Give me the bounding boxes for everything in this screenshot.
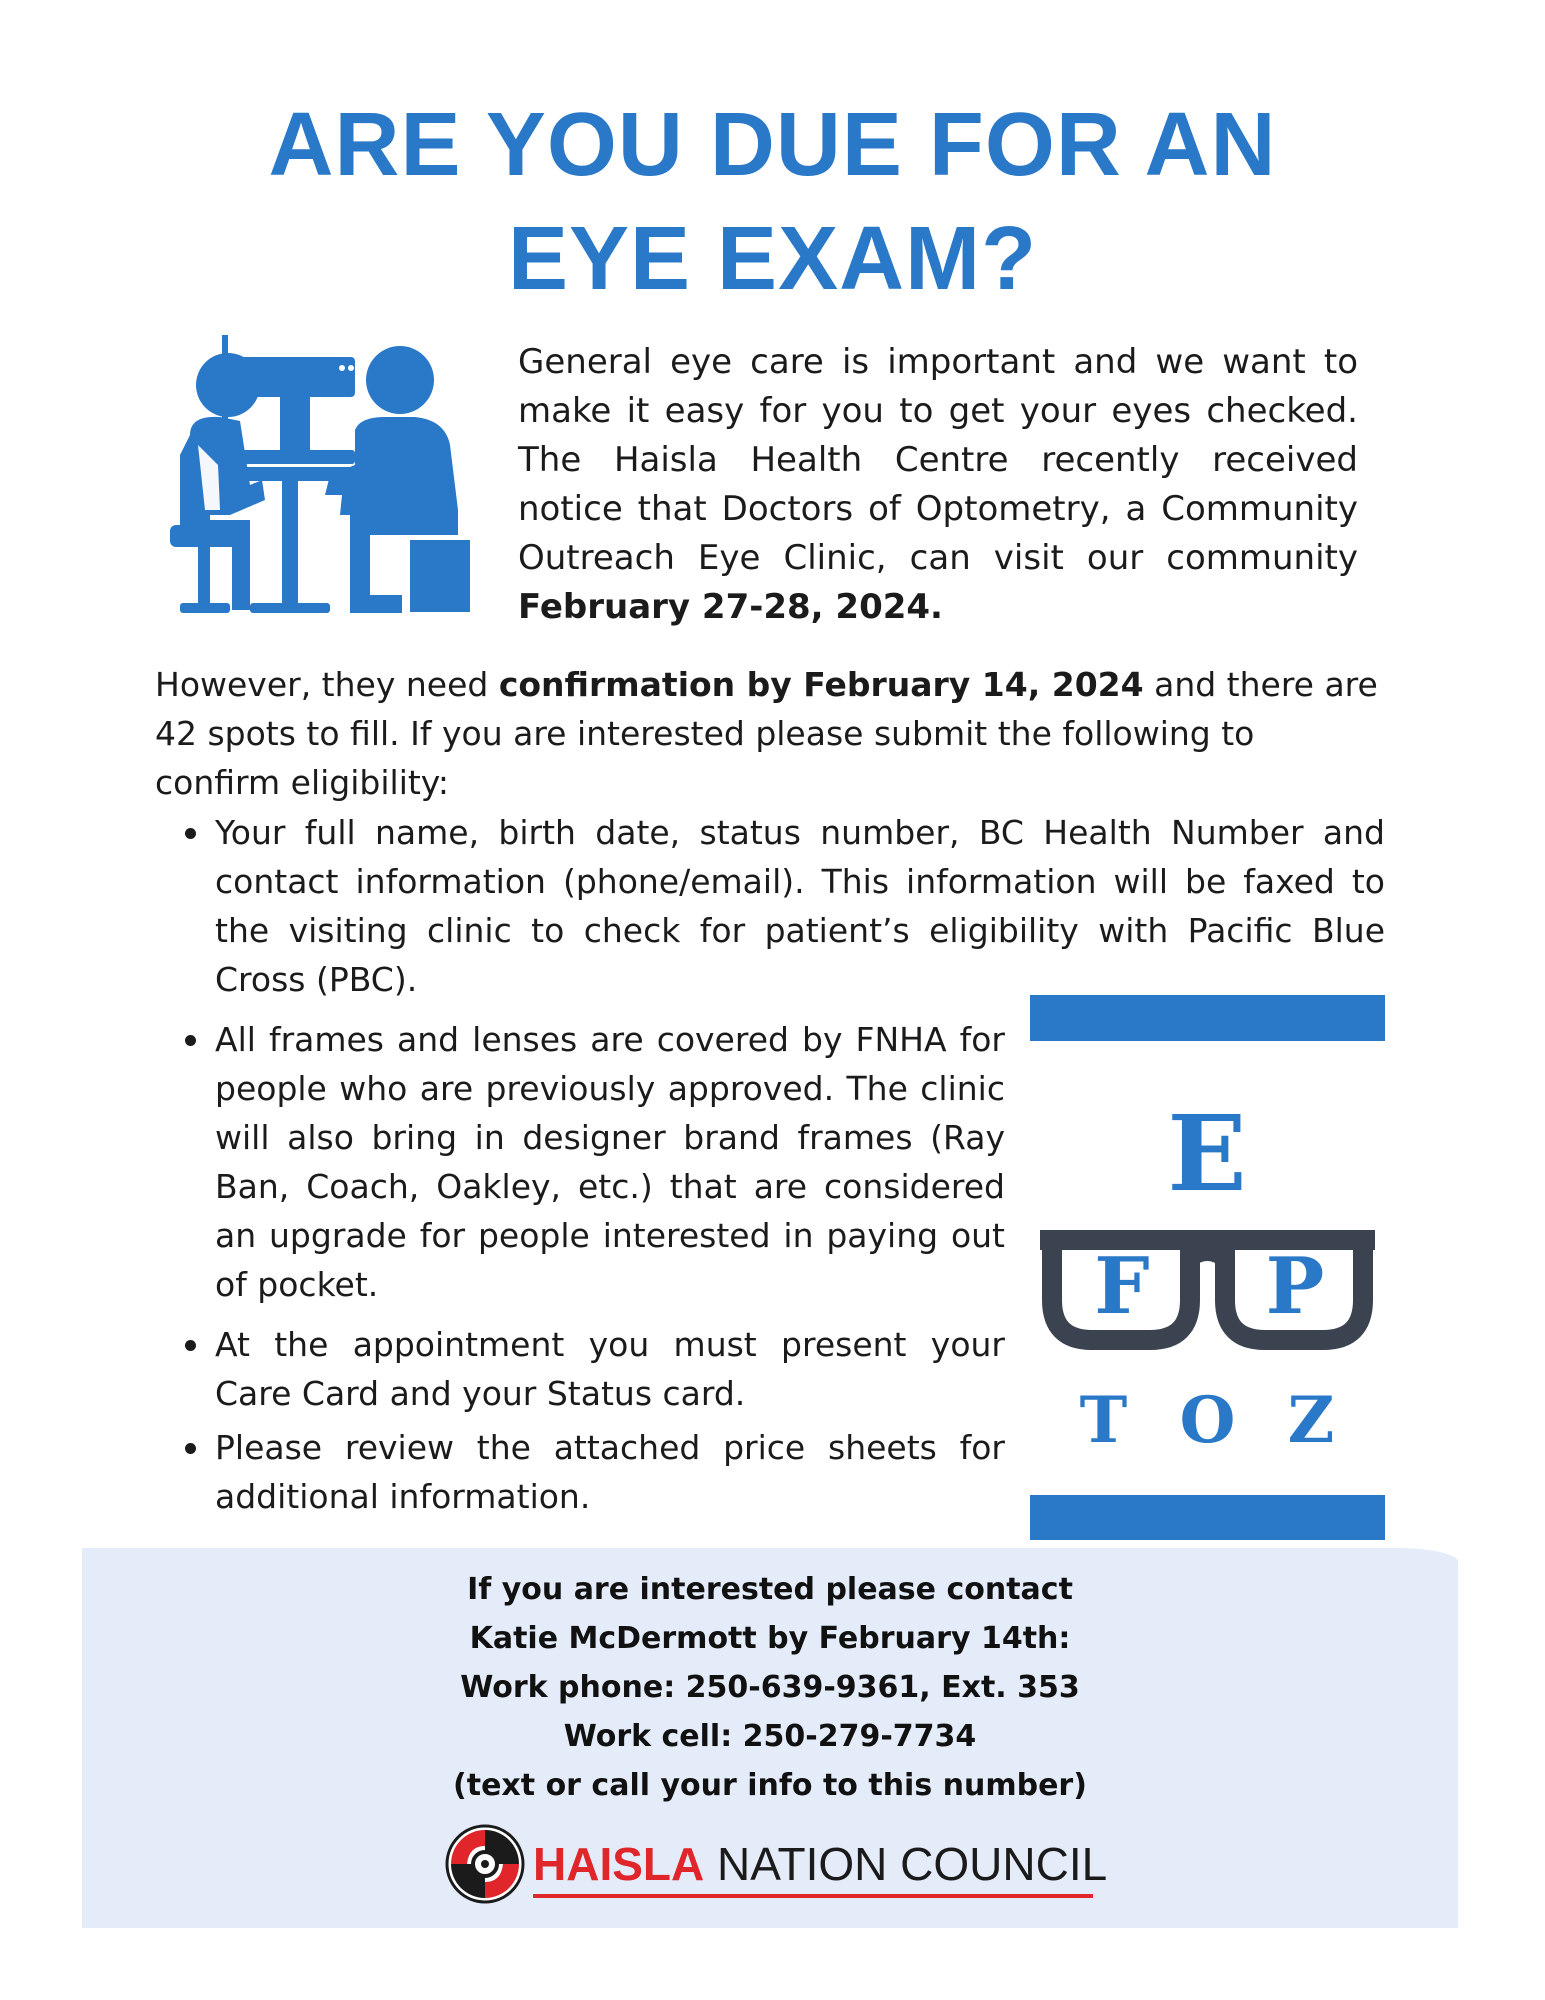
lead-after: and there are 42 spots to fill. If you are interested please submit the following to confirm eligibility:	[155, 665, 1378, 802]
contact-line-4: Work cell: 250-279-7734	[563, 1719, 977, 1754]
logo-wordmark	[533, 1836, 1107, 1892]
eye-exam-illustration-icon	[170, 335, 475, 630]
logo-word-nation-council: NATION COUNCIL	[704, 1838, 1108, 1890]
bullet-dot	[185, 1340, 196, 1351]
eye-chart-icon	[1030, 995, 1385, 1540]
title-line-2: EYE EXAM?	[507, 209, 1038, 309]
page-title	[0, 88, 1545, 316]
bullet-text: Please review the attached price sheets for additional information.	[215, 1428, 1005, 1516]
contact-line-3: Work phone: 250-639-9361, Ext. 353	[460, 1670, 1080, 1705]
eligibility-paragraph	[155, 660, 1385, 807]
logo-word-haisla: HAISLA	[533, 1838, 705, 1890]
eye-chart-letter-f: F	[1094, 1241, 1150, 1332]
haisla-nation-council-logo	[445, 1820, 1108, 1910]
contact-info	[82, 1565, 1458, 1810]
bullet-text: All frames and lenses are covered by FNHA for people who are previously approved. The clinic will also bring in designer brand frames (Ray Ban, Coach, Oakley, etc.) that are considered an upgrade for people interested in paying out of pocket.	[215, 1020, 1005, 1304]
logo-underline	[533, 1894, 1093, 1898]
bullet-text: At the appointment you must present your Care Card and your Status card.	[215, 1325, 1005, 1413]
title-line-1: ARE YOU DUE FOR AN	[268, 95, 1277, 195]
eye-chart-row-toz: T O Z	[1079, 1383, 1335, 1458]
eye-chart-letter-e: E	[1167, 1092, 1247, 1215]
visit-dates: February 27-28, 2024.	[518, 587, 943, 627]
contact-line-2: Katie McDermott by February 14th:	[469, 1621, 1071, 1656]
intro-paragraph	[518, 338, 1358, 632]
bullet-dot	[185, 1443, 196, 1454]
lead-before: However, they need	[155, 665, 499, 704]
haisla-crest-icon	[445, 1824, 525, 1904]
contact-line-5: (text or call your info to this number)	[453, 1768, 1087, 1803]
eye-chart-top-bar	[1030, 995, 1385, 1041]
intro-text: General eye care is important and we want to make it easy for you to get your eyes checked. The Haisla Health Centre recently received notice that Doctors of Optometry, a Community Outreach Eye Clinic, can visit our community	[518, 342, 1358, 578]
bullet-text: Your full name, birth date, status number, BC Health Number and contact information (phone/email). This information will be faxed to the visiting clinic to check for patient’s eligibility with Pacific Blue Cross (PBC).	[215, 813, 1385, 999]
glasses-icon	[1040, 1240, 1375, 1340]
contact-line-1: If you are interested please contact	[467, 1572, 1073, 1607]
confirmation-deadline: confirmation by February 14, 2024	[498, 665, 1144, 704]
bullet-dot	[185, 828, 196, 839]
eye-chart-bottom-bar	[1030, 1495, 1385, 1540]
eye-chart-letter-p: P	[1265, 1241, 1325, 1332]
bullet-dot	[185, 1035, 196, 1046]
